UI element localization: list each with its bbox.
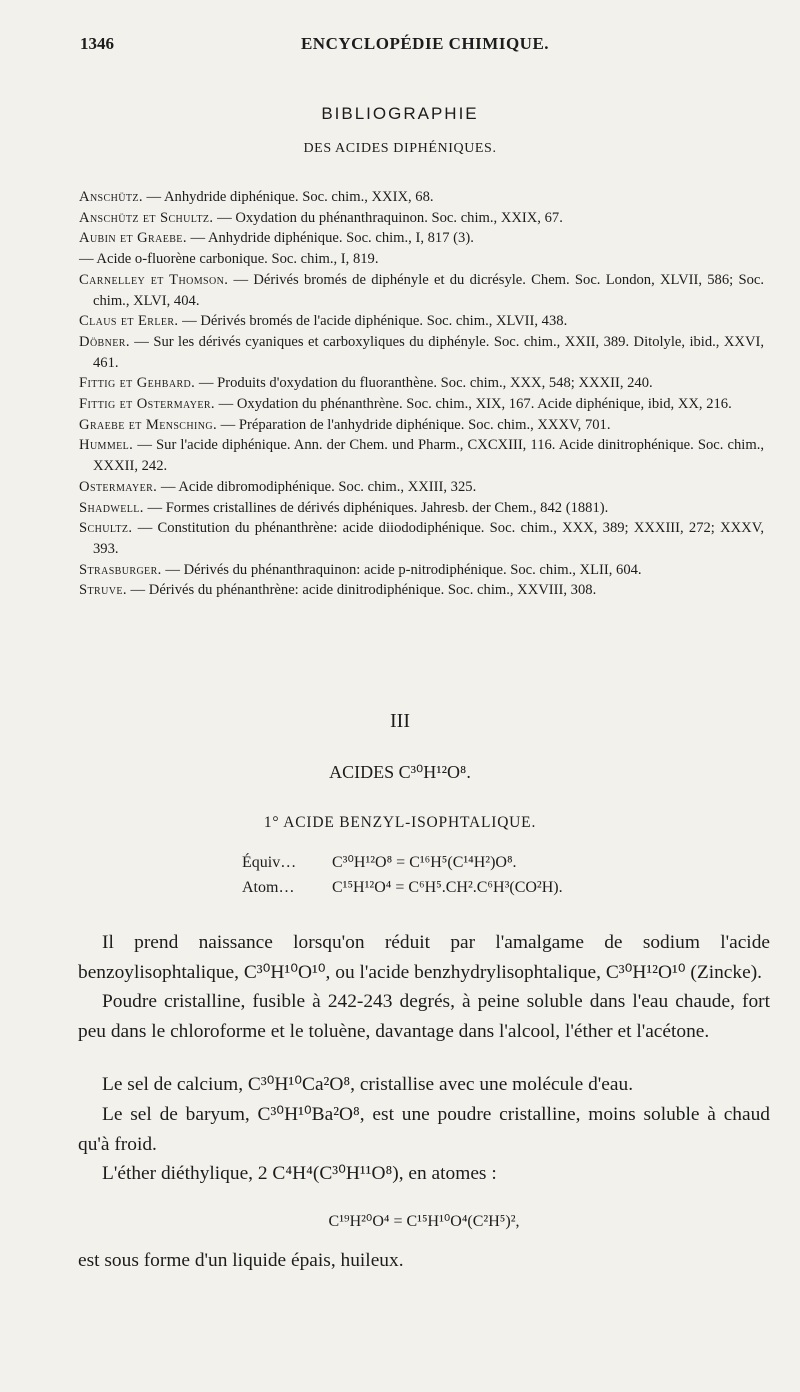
entry-author: Carnelley et Thomson. — [79, 271, 229, 288]
entry-text: — Anhydride diphénique. Soc. chim., I, 817 (3). — [186, 230, 474, 247]
entry-text: — Anhydride diphénique. Soc. chim., XXIX, 68. — [142, 189, 434, 205]
entry-text: — Formes cristallines de dérivés diphéniques. Jahresb. der Chem., 842 (1881). — [143, 499, 609, 516]
entry-text: — Oxydation du phénanthraquinon. Soc. chim., XXIX, 67. — [213, 209, 563, 226]
bibliography-entry — [79, 415, 764, 436]
atom-formula: C¹⁵H¹²O⁴ = C⁶H⁵.CH².C⁶H³(CO²H). — [332, 879, 563, 896]
entry-text: — Dérivés bromés de diphényle et du dicrésyle. Chem. Soc. London, XLVII, 586; Soc. chim., XLVI, 404. — [93, 271, 764, 309]
entry-text: — Acide dibromodiphénique. Soc. chim., XXIII, 325. — [157, 478, 477, 495]
bibliography-entry — [79, 435, 764, 476]
bibliography-entry — [79, 477, 764, 498]
entry-author: Ostermayer. — [79, 478, 158, 495]
entry-author: Strasburger. — [79, 561, 162, 578]
atom-label: Atom… — [242, 879, 295, 896]
bibliography-list — [79, 187, 764, 601]
entry-author: Anschütz. — [79, 189, 143, 205]
entry-text: — Dérivés bromés de l'acide diphénique. Soc. chim., XLVII, 438. — [178, 313, 568, 330]
entry-text: — Dérivés du phénanthraquinon: acide p-nitrodiphénique. Soc. chim., XLII, 604. — [161, 561, 642, 578]
running-title: ENCYCLOPÉDIE CHIMIQUE. — [300, 34, 550, 53]
bibliography-entry — [79, 394, 764, 415]
formula-block — [242, 850, 563, 900]
paragraph-diethyl-ether: L'éther diéthylique, 2 C⁴H⁴(C³⁰H¹¹O⁸), en atomes : — [102, 1163, 497, 1185]
entry-author: Fittig et Ostermayer. — [79, 396, 215, 413]
page-number: 1346 — [80, 34, 114, 53]
page-header — [80, 34, 770, 60]
bibliography-subtitle: DES ACIDES DIPHÉNIQUES. — [303, 141, 497, 156]
entry-author: Anschütz et Schultz. — [79, 209, 214, 226]
section-numeral: III — [390, 710, 410, 732]
equiv-row — [242, 850, 563, 875]
bibliography-entry — [79, 228, 764, 249]
entry-text: — Sur les dérivés cyaniques et carboxyliques du diphényle. Soc. chim., XXII, 389. Ditolyle, ibid., XXVI, 461. — [93, 333, 764, 371]
entry-text: — Dérivés du phénanthrène: acide dinitrodiphénique. Soc. chim., XXVIII, 308. — [126, 582, 597, 599]
entry-text: — Produits d'oxydation du fluoranthène. Soc. chim., XXX, 548; XXXII, 240. — [195, 375, 653, 392]
bibliography-entry — [79, 187, 764, 208]
bibliography-entry — [79, 498, 764, 519]
bibliography-entry — [79, 580, 764, 601]
entry-author: Claus et Erler. — [79, 313, 179, 330]
entry-text: — Constitution du phénanthrène: acide diiododiphénique. Soc. chim., XXX, 389; XXXIII, 272; XXXV, 393. — [93, 520, 764, 557]
bibliography-entry — [79, 208, 764, 229]
bibliography-entry — [79, 332, 764, 373]
entry-text: — Acide o-fluorène carbonique. Soc. chim., I, 819. — [79, 251, 379, 268]
bibliography-entry — [79, 311, 764, 332]
body-text — [78, 928, 770, 1276]
entry-author: Struve. — [79, 582, 127, 599]
bibliography-entry — [79, 249, 764, 270]
atom-row — [242, 875, 563, 900]
equiv-label: Équiv… — [242, 854, 297, 871]
bibliography-entry — [79, 373, 764, 394]
paragraph-properties: Poudre cristalline, fusible à 242-243 degrés, à peine soluble dans l'eau chaude, fort peu dans le chloroforme et le toluène, davantage dans l'alcool, l'éther et l'acétone. — [78, 991, 770, 1042]
paragraph-calcium-salt: Le sel de calcium, C³⁰H¹⁰Ca²O⁸, cristallise avec une molécule d'eau. — [102, 1074, 634, 1096]
entry-text: — Oxydation du phénanthrène. Soc. chim., XIX, 167. Acide diphénique, ibid, XX, 216. — [214, 396, 732, 413]
entry-author: Fittig et Gehbard. — [79, 375, 196, 392]
equiv-formula: C³⁰H¹²O⁸ = C¹⁶H⁵(C¹⁴H²)O⁸. — [332, 854, 517, 871]
entry-author: Döbner. — [79, 333, 130, 350]
entry-text: — Sur l'acide diphénique. Ann. der Chem. und Pharm., CXCXIII, 116. Acide dinitrophénique. Soc. chim., XXXII, 242. — [93, 437, 764, 475]
ether-formula: C¹⁹H²⁰O⁴ = C¹⁵H¹⁰O⁴(C²H⁵)², — [328, 1212, 520, 1230]
paragraph-barium-salt: Le sel de baryum, C³⁰H¹⁰Ba²O⁸, est une poudre cristalline, moins soluble à chaud qu'à froid. — [78, 1103, 770, 1155]
bibliography-entry — [79, 270, 764, 311]
bibliography-entry — [79, 560, 764, 581]
section-title: ACIDES C³⁰H¹²O⁸. — [329, 762, 471, 782]
entry-author: Hummel. — [79, 437, 134, 454]
bibliography-title: BIBLIOGRAPHIE — [321, 104, 479, 123]
entry-author: Aubin et Graebe. — [79, 230, 187, 247]
compound-heading: 1° ACIDE BENZYL-ISOPHTALIQUE. — [263, 814, 537, 831]
paragraph-origin: Il prend naissance lorsqu'on réduit par l'amalgame de sodium l'acide benzoylisophtalique, C³⁰H¹⁰O¹⁰, ou l'acide benzhydrylisophtalique, C³⁰H¹²O¹⁰ (Zincke). — [78, 932, 770, 983]
bibliography-entry — [79, 518, 764, 559]
entry-author: Graebe et Mensching. — [79, 416, 218, 433]
paragraph-ether-description: est sous forme d'un liquide épais, huileux. — [78, 1250, 404, 1272]
entry-text: — Préparation de l'anhydride diphénique. Soc. chim., XXXV, 701. — [217, 416, 611, 433]
entry-author: Schultz. — [79, 520, 133, 537]
entry-author: Shadwell. — [79, 499, 144, 516]
